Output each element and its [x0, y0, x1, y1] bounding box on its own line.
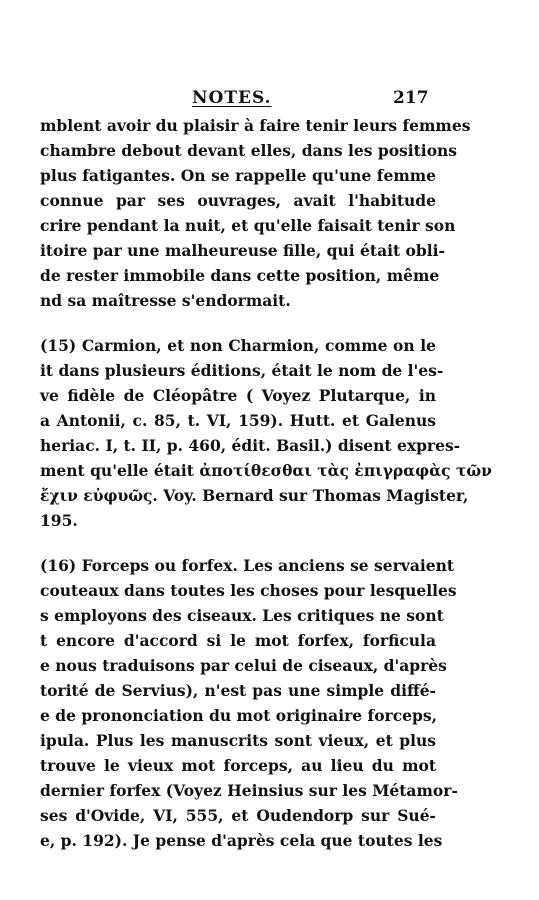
text-line: t encore d'accord si le mot forfex, forficula: [40, 631, 436, 650]
text-line: mblent avoir du plaisir à faire tenir leurs femmes: [40, 116, 471, 135]
text-line: (16) Forceps ou forfex. Les anciens se servaient: [40, 556, 455, 575]
text-line: itoire par une malheureuse fille, qui était obli-: [40, 241, 445, 260]
text-line: heriac. I, t. II, p. 460, édit. Basil.) disent expres-: [40, 436, 461, 455]
text-line: nd sa maîtresse s'endormait.: [40, 291, 291, 310]
text-line: 195.: [40, 511, 78, 530]
running-head: [0, 88, 539, 110]
text-line: e de prononciation du mot originaire forceps,: [40, 706, 437, 725]
running-title: NOTES.: [192, 88, 272, 108]
page-number: 217: [393, 88, 429, 108]
text-line: trouve le vieux mot forceps, au lieu du mot: [40, 756, 436, 775]
text-line: e nous traduisons par celui de ciseaux, d'après: [40, 656, 447, 675]
text-line: chambre debout devant elles, dans les positions: [40, 141, 458, 160]
text-line: (15) Carmion, et non Charmion, comme on le: [40, 336, 436, 355]
text-line: plus fatigantes. On se rappelle qu'une femme: [40, 166, 436, 185]
text-line: dernier forfex (Voyez Heinsius sur les Métamor-: [40, 781, 458, 800]
text-line: ipula. Plus les manuscrits sont vieux, et plus: [40, 731, 436, 750]
text-line: it dans plusieurs éditions, était le nom de l'es-: [40, 361, 444, 380]
text-line: ses d'Ovide, VI, 555, et Oudendorp sur Sué-: [40, 806, 436, 825]
text-line: e, p. 192). Je pense d'après cela que toutes les: [40, 831, 443, 850]
text-line: torité de Servius), n'est pas une simple diffé-: [40, 681, 436, 700]
text-line: connue par ses ouvrages, avait l'habitude: [40, 191, 436, 210]
text-line: de rester immobile dans cette position, même: [40, 266, 440, 285]
text-line: ve fidèle de Cléopâtre ( Voyez Plutarque, in: [40, 386, 436, 405]
text-line: ment qu'elle était ἀποτίθεσθαι τὰς ἐπιγραφὰς τῶν: [40, 461, 492, 480]
text-line: couteaux dans toutes les choses pour lesquelles: [40, 581, 457, 600]
text-line: a Antonii, c. 85, t. VI, 159). Hutt. et Galenus: [40, 411, 436, 430]
text-line: crire pendant la nuit, et qu'elle faisait tenir son: [40, 216, 456, 235]
text-line: s employons des ciseaux. Les critiques ne sont: [40, 606, 444, 625]
text-line: ἔχιν εὐφυῶς. Voy. Bernard sur Thomas Magister,: [40, 486, 469, 505]
